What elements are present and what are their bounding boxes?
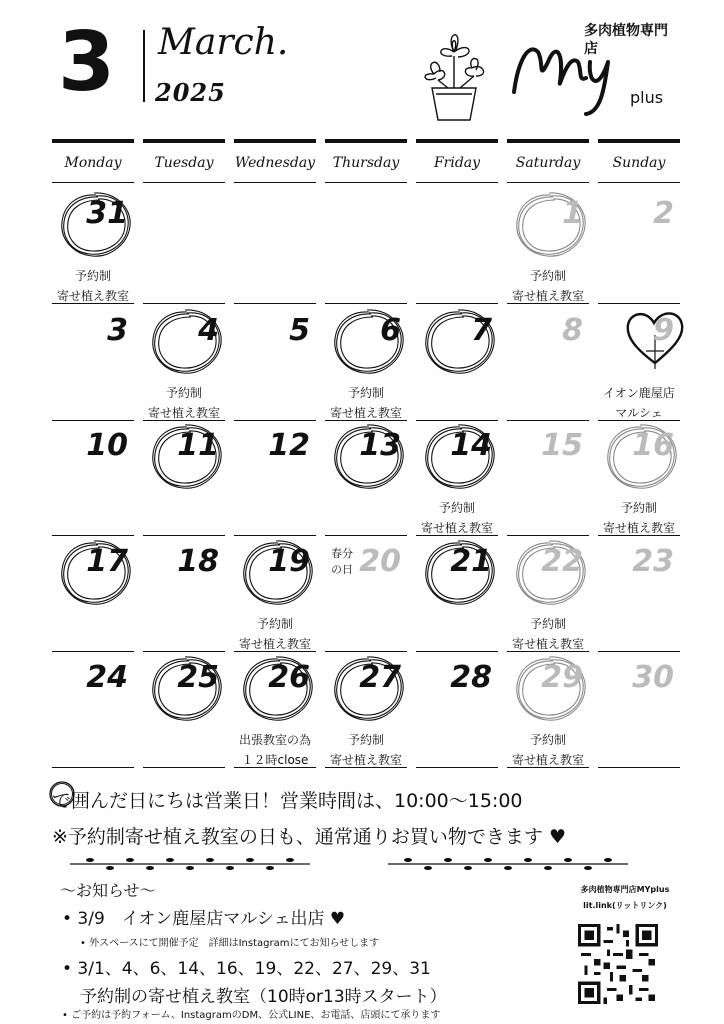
event-note-line: 予約制 [529,733,566,747]
event-note [592,383,686,423]
day-number: 26 [268,660,310,695]
calendar-day-cell [325,188,407,304]
calendar-day-cell [416,188,498,304]
day-number: 20 [359,544,401,579]
day-number: 23 [632,544,674,579]
day-number: 10 [86,428,128,463]
circle-marker-icon [48,780,76,808]
calendar-day-cell [325,652,407,768]
event-note-line: 予約制 [74,269,111,283]
notice-marche-text: • 3/9 イオン鹿屋店マルシェ出店 [62,909,325,929]
notice-class-time: 予約制の寄せ植え教室（10時or13時スタート） [80,987,447,1007]
day-number: 8 [562,313,583,348]
day-number: 19 [268,544,310,579]
calendar-day-cell [52,188,134,304]
event-note [46,266,140,306]
day-number: 16 [632,428,674,463]
calendar-day-cell [507,188,589,304]
calendar-day-cell [234,420,316,536]
notice-marche [62,904,345,929]
event-note-line: 予約制 [529,269,566,283]
event-note-line: 予約制 [165,386,202,400]
notice-class-dates: • 3/1、4、6、14、16、19、22、27、29、31 [62,959,431,979]
month-number: 3 [58,15,116,110]
event-note-line: 寄せ植え教室 [420,521,493,535]
event-note-line: イオン鹿屋店 [603,386,675,400]
event-note [137,383,231,423]
notice-marche-detail: • 外スペースにて開催予定 詳細はInstagramにてお知らせします [80,938,380,949]
event-note-line: 寄せ植え教室 [56,289,129,303]
event-note-line: 予約制 [529,617,566,631]
calendar-day-cell [507,652,589,768]
day-number: 3 [107,313,128,348]
calendar-day-cell [143,420,225,536]
weekday-tuesday: Tuesday [143,139,225,183]
shop-tagline: 多肉植物専門店 [584,23,668,57]
business-hours-text: で囲んだ日にちは営業日！営業時間は、10:00〜15:00 [52,790,523,812]
day-number: 5 [289,313,310,348]
calendar-day-cell [598,536,680,652]
reservation-note [52,822,566,849]
day-number: 1 [562,196,583,231]
event-note [228,730,322,770]
heart-icon: ♥ [329,909,346,929]
vine-divider-right [388,856,628,872]
day-number: 12 [268,428,310,463]
calendar-day-cell [507,420,589,536]
calendar-day-cell [234,305,316,421]
event-note-line: 予約制 [347,733,384,747]
day-number: 22 [541,544,583,579]
qr-title: 多肉植物専門店MYplus [580,885,670,894]
calendar-day-cell [143,536,225,652]
calendar-day-cell [234,652,316,768]
day-number: 28 [450,660,492,695]
succulent-plant-icon [414,22,494,122]
event-note-line: 寄せ植え教室 [147,406,220,420]
calendar-day-cell [416,536,498,652]
day-number: 13 [359,428,401,463]
heart-icon: ♥ [548,826,567,848]
calendar-day-cell [416,420,498,536]
qr-label [570,882,680,914]
calendar-day-cell [52,305,134,421]
event-note-line: 出張教室の為 [238,733,311,747]
weekday-friday: Friday [416,139,498,183]
calendar-day-cell [325,420,407,536]
event-note-line: マルシェ [615,406,663,420]
weekday-thursday: Thursday [325,139,407,183]
calendar-day-cell [507,305,589,421]
day-number: 21 [450,544,492,579]
month-name: March. [158,22,289,63]
day-number: 24 [86,660,128,695]
qr-code-icon[interactable] [578,924,658,1004]
qr-link: lit.link(リットリンク) [583,901,667,910]
day-number: 15 [541,428,583,463]
day-number: 6 [380,313,401,348]
event-note-line: 予約制 [256,617,293,631]
weekday-saturday: Saturday [507,139,589,183]
calendar-day-cell [52,536,134,652]
day-number: 27 [359,660,401,695]
calendar-day-cell [598,420,680,536]
calendar-day-cell [143,305,225,421]
calendar-day-cell [325,305,407,421]
event-note-line: 予約制 [620,501,657,515]
event-note [319,730,413,770]
event-note-line: 寄せ植え教室 [511,289,584,303]
calendar-day-cell [234,188,316,304]
event-note-line: 寄せ植え教室 [329,406,402,420]
notice-reservation-methods: • ご予約は予約フォーム、InstagramのDM、公式LINE、お電話、店頭にて承ります [62,1010,441,1021]
day-number: 17 [86,544,128,579]
day-number: 9 [653,313,674,348]
day-number: 11 [177,428,219,463]
calendar-day-cell [507,536,589,652]
calendar-day-cell [598,305,680,421]
event-note [228,614,322,654]
day-number: 4 [198,313,219,348]
day-number: 14 [450,428,492,463]
event-note [501,614,595,654]
event-note [501,266,595,306]
event-note-line: 予約制 [438,501,475,515]
calendar-day-cell [598,188,680,304]
day-number: 18 [177,544,219,579]
weekday-sunday: Sunday [598,139,680,183]
day-number: 7 [471,313,492,348]
year: 2025 [155,78,226,107]
event-note-line: 寄せ植え教室 [238,637,311,651]
header-divider [143,30,145,102]
event-note-line: １２時close [241,753,309,767]
weekday-monday: Monday [52,139,134,183]
calendar-day-cell [598,652,680,768]
notice-title: 〜お知らせ〜 [60,881,156,900]
event-note-line: 寄せ植え教室 [511,637,584,651]
day-number: 31 [86,196,128,231]
day-number: 30 [632,660,674,695]
weekday-wednesday: Wednesday [234,139,316,183]
event-note [319,383,413,423]
event-note-line: 予約制 [347,386,384,400]
calendar-day-cell [234,536,316,652]
day-number: 2 [653,196,674,231]
calendar-day-cell [143,652,225,768]
day-number: 29 [541,660,583,695]
calendar-day-cell [416,305,498,421]
calendar-day-cell [325,536,407,652]
event-note [501,730,595,770]
vine-divider-left [70,856,310,872]
holiday-label [331,546,363,578]
holiday-label-line: の日 [331,563,353,576]
calendar-day-cell [52,652,134,768]
logo-plus-text: plus [630,88,664,107]
calendar-day-cell [416,652,498,768]
event-note-line: 寄せ植え教室 [511,753,584,767]
event-note [410,498,504,538]
reservation-note-text: ※予約制寄せ植え教室の日も、通常通りお買い物できます [52,826,543,848]
holiday-label-line: 春分 [331,547,353,560]
business-hours [52,786,523,813]
event-note [592,498,686,538]
day-number: 25 [177,660,219,695]
calendar-day-cell [52,420,134,536]
event-note-line: 寄せ植え教室 [602,521,675,535]
event-note-line: 寄せ植え教室 [329,753,402,767]
calendar-day-cell [143,188,225,304]
